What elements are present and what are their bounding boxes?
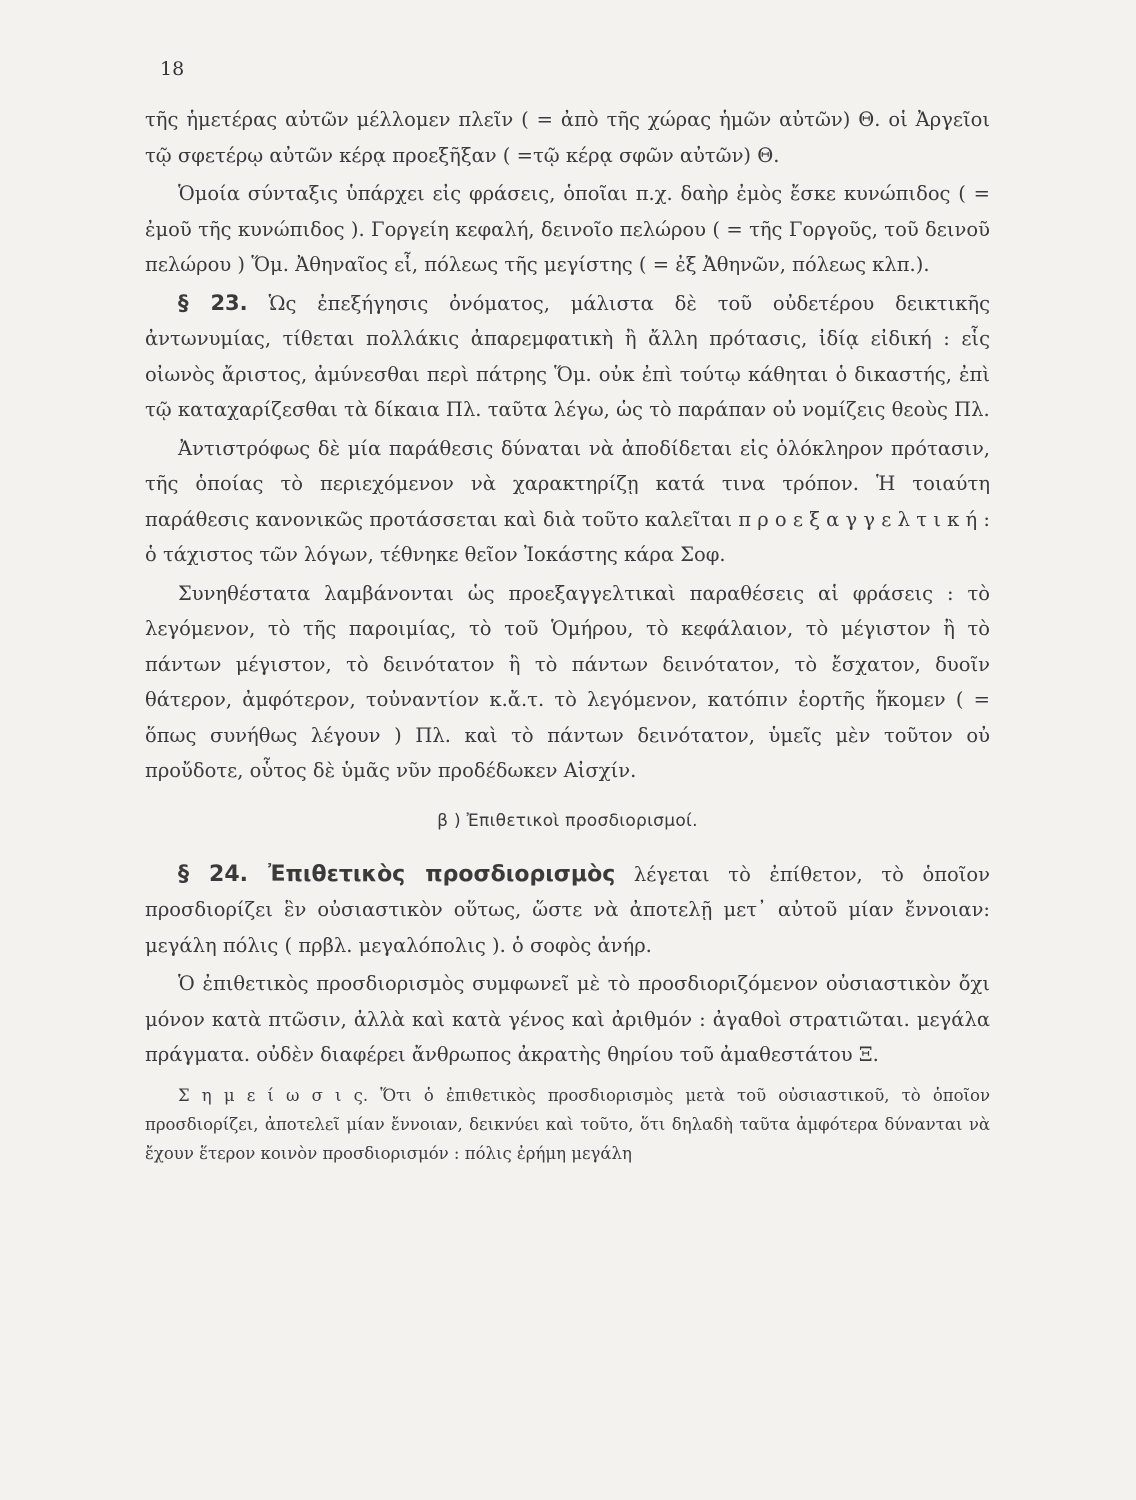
paragraph-4: Ἀντιστρόφως δὲ μία παράθεσις δύναται νὰ ἀποδίδεται εἰς ὁλόκληρον πρότασιν, τῆς ὁποίας τὸ περιεχόμενον νὰ χαρακτηρίζῃ κατά τινα τρόπον. Ἡ τοιαύτη παράθεσις κανονικῶς προτάσσεται καὶ διὰ τοῦτο καλεῖται π ρ ο ε ξ α γ γ ε λ τ ι κ ή : ὁ τάχιστος τῶν λόγων, τέθνηκε θεῖον Ἰοκάστης κάρα Σοφ. [145,436,990,566]
note-text: Ὅτι ὁ ἐπιθετικὸς προσδιορισμὸς μετὰ τοῦ οὐσιαστικοῦ, τὸ ὁποῖον προσδιορίζει, ἀποτελεῖ μίαν ἔννοιαν, δεικνύει καὶ τοῦτο, ὅτι δηλαδὴ ταῦτα ἀμφότερα δύνανται νὰ ἔχουν ἕτερον κοινὸν προσδιορισμόν : πόλις ἐρήμη μεγάλη [145,1085,990,1163]
page-body [145,102,990,1168]
section-23-text: Ὡς ἐπεξήγησις ὀνόματος, μάλιστα δὲ τοῦ οὐδετέρου δεικτικῆς ἀντωνυμίας, τίθεται πολλάκις ἀπαρεμφατικὴ ἢ ἄλλη πρότασις, ἰδίᾳ εἰδική : εἷς οἰωνὸς ἄριστος, ἀμύνεσθαι περὶ πάτρης Ὅμ. οὐκ ἐπὶ τούτῳ κάθηται ὁ δικαστής, ἐπὶ τῷ καταχαρίζεσθαι τὰ δίκαια Πλ. ταῦτα λέγω, ὡς τὸ παράπαν οὐ νομίζεις θεοὺς Πλ. [145,291,991,421]
section-24-text: λέγεται τὸ ἐπίθετον, τὸ ὁποῖον προσδιορίζει ἓν οὐσιαστικὸν οὕτως, ὥστε νὰ ἀποτελῇ μετ᾽ αὐτοῦ μίαν ἔννοιαν: μεγάλη πόλις ( πρβλ. μεγαλόπολις ). ὁ σοφὸς ἀνήρ. [145,862,990,957]
section-24-paragraph [145,857,990,964]
section-23-label: § 23. [178,290,248,315]
note-paragraph [145,1081,990,1168]
paragraph-7: Ὁ ἐπιθετικὸς προσδιορισμὸς συμφωνεῖ μὲ τὸ προσδιοριζόμενον οὐσιαστικὸν ὄχι μόνον κατὰ πτῶσιν, ἀλλὰ καὶ κατὰ γένος καὶ ἀριθμόν : ἀγαθοὶ στρατιῶται. μεγάλα πράγματα. οὐδὲν διαφέρει ἄνθρωπος ἀκρατὴς θηρίου τοῦ ἀμαθεστάτου Ξ. [145,972,990,1066]
section-23-paragraph [145,286,990,428]
paragraph-1: τῆς ἡμετέρας αὐτῶν μέλλομεν πλεῖν ( = ἀπὸ τῆς χώρας ἡμῶν αὐτῶν) Θ. οἱ Ἀργεῖοι τῷ σφετέρῳ αὐτῶν κέρᾳ προεξῆξαν ( =τῷ κέρᾳ σφῶν αὐτῶν) Θ. [145,108,990,167]
page-number: 18 [160,58,185,80]
paragraph-5: Συνηθέστατα λαμβάνονται ὡς προεξαγγελτικαὶ παραθέσεις αἱ φράσεις : τὸ λεγόμενον, τὸ τῆς παροιμίας, τὸ τοῦ Ὁμήρου, τὸ κεφάλαιον, τὸ μέγιστον ἢ τὸ πάντων μέγιστον, τὸ δεινότατον ἢ τὸ πάντων δεινότατον, τὸ ἔσχατον, δυοῖν θάτερον, ἀμφότερον, τοὐναντίον κ.ἄ.τ. τὸ λεγόμενον, κατόπιν ἑορτῆς ἥκομεν ( = ὅπως συνήθως λέγουν ) Πλ. καὶ τὸ πάντων δεινότατον, ὑμεῖς μὲν τοῦτον οὐ προὔδοτε, οὗτος δὲ ὑμᾶς νῦν προδέδωκεν Αἰσχίν. [145,581,990,782]
paragraph-2: Ὁμοία σύνταξις ὑπάρχει εἰς φράσεις, ὁποῖαι π.χ. δαὴρ ἐμὸς ἔσκε κυνώπιδος ( = ἐμοῦ τῆς κυνώπιδος ). Γοργείη κεφαλή, δεινοῖο πελώρου ( = τῆς Γοργοῦς, τοῦ δεινοῦ πελώρου ) Ὅμ. Ἀθηναῖος εἶ, πόλεως τῆς μεγίστης ( = ἐξ Ἀθηνῶν, πόλεως κλπ.). [145,182,990,276]
note-label: Σ η μ ε ί ω σ ι ς. [178,1085,369,1105]
subheading-adjectival-modifiers: β ) Ἐπιθετικοὶ προσδιορισμοί. [437,810,698,831]
section-24-label: § 24. Ἐπιθετικὸς προσδιορισμὸς [178,861,616,887]
